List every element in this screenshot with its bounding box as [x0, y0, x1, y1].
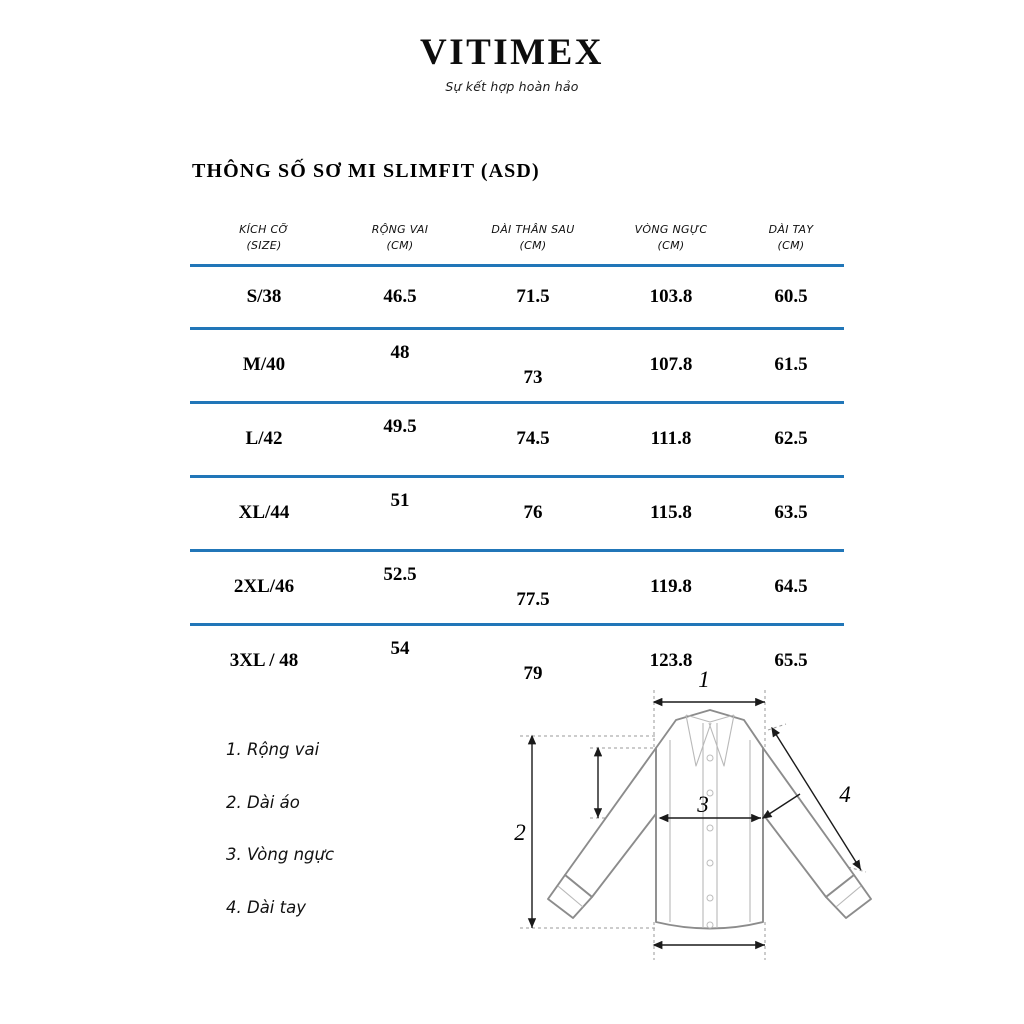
table-header-row: [190, 222, 844, 265]
table-row: [190, 328, 844, 402]
shirt-measurement-diagram: [510, 660, 890, 970]
brand-tagline: Sự kết hợp hoàn hảo: [445, 78, 579, 94]
cell-chest: 123.8: [649, 650, 693, 672]
shirt-body: [656, 710, 763, 929]
legend-item-length: 2. Dài áo: [226, 792, 300, 812]
cell-shoulder: 52.5: [338, 550, 462, 624]
column-header-unit: (CM): [519, 238, 547, 252]
dimension-label-2: 2: [514, 820, 526, 845]
cell-sleeve: 65.5: [774, 650, 808, 672]
cell-back-length: 73: [462, 328, 604, 402]
cell-size: XL/44: [190, 476, 338, 550]
dimension-label-4: 4: [839, 782, 851, 807]
brand-name: VITIMEX: [419, 32, 605, 73]
dimension-label-1: 1: [698, 667, 710, 692]
column-header-label: VÒNG NGỰC: [634, 223, 708, 236]
cell-chest: 107.8: [604, 328, 738, 402]
cell-back-length: 77.5: [462, 550, 604, 624]
column-header-unit: (CM): [657, 238, 685, 252]
cell-shoulder: 49.5: [338, 402, 462, 476]
cell-size: M/40: [190, 328, 338, 402]
cell-back-length: 76: [462, 476, 604, 550]
brand-header: [0, 34, 1024, 94]
column-header-unit: (CM): [386, 238, 414, 252]
legend-item-sleeve: 4. Dài tay: [226, 897, 306, 917]
cell-chest: 119.8: [604, 550, 738, 624]
cell-size: L/42: [190, 402, 338, 476]
column-header-shoulder: [338, 222, 462, 265]
cell-back-length: 74.5: [462, 402, 604, 476]
page-title: THÔNG SỐ SƠ MI SLIMFIT (ASD): [192, 160, 540, 182]
cell-sleeve: 60.5: [738, 265, 844, 328]
table-row: [190, 550, 844, 624]
column-header-size: [190, 222, 338, 265]
column-header-label: DÀI TAY: [768, 223, 814, 236]
cell-back-length: 71.5: [462, 265, 604, 328]
shirt-illustration: [548, 710, 871, 929]
table-row: [190, 476, 844, 550]
column-header-sleeve: [738, 222, 844, 265]
cell-chest: 103.8: [604, 265, 738, 328]
column-header-chest: [604, 222, 738, 265]
cell-chest: 115.8: [604, 476, 738, 550]
cell-shoulder: 51: [338, 476, 462, 550]
cell-size: 3XL / 48: [229, 650, 299, 672]
size-chart-table: [190, 222, 844, 697]
column-header-back-length: [462, 222, 604, 265]
column-header-unit: (CM): [777, 238, 805, 252]
column-header-unit: (SIZE): [246, 238, 282, 252]
cell-shoulder: 54: [390, 637, 410, 659]
table-row: [190, 402, 844, 476]
cell-sleeve: 62.5: [738, 402, 844, 476]
cell-back-length: 79: [523, 662, 543, 684]
table-row: [190, 265, 844, 328]
cell-sleeve: 61.5: [738, 328, 844, 402]
column-header-label: KÍCH CỠ: [239, 223, 289, 236]
cell-shoulder: 48: [338, 328, 462, 402]
dimension-label-3: 3: [697, 792, 709, 817]
cell-size: 2XL/46: [190, 550, 338, 624]
column-header-label: DÀI THÂN SAU: [491, 223, 575, 236]
column-header-label: RỘNG VAI: [371, 223, 429, 236]
cell-size: S/38: [190, 265, 338, 328]
cell-chest: 111.8: [604, 402, 738, 476]
cell-sleeve: 64.5: [738, 550, 844, 624]
cell-shoulder: 46.5: [338, 265, 462, 328]
legend-item-chest: 3. Vòng ngực: [226, 845, 335, 864]
measurement-legend: [226, 742, 456, 916]
cell-sleeve: 63.5: [738, 476, 844, 550]
legend-item-shoulder: 1. Rộng vai: [226, 740, 320, 759]
